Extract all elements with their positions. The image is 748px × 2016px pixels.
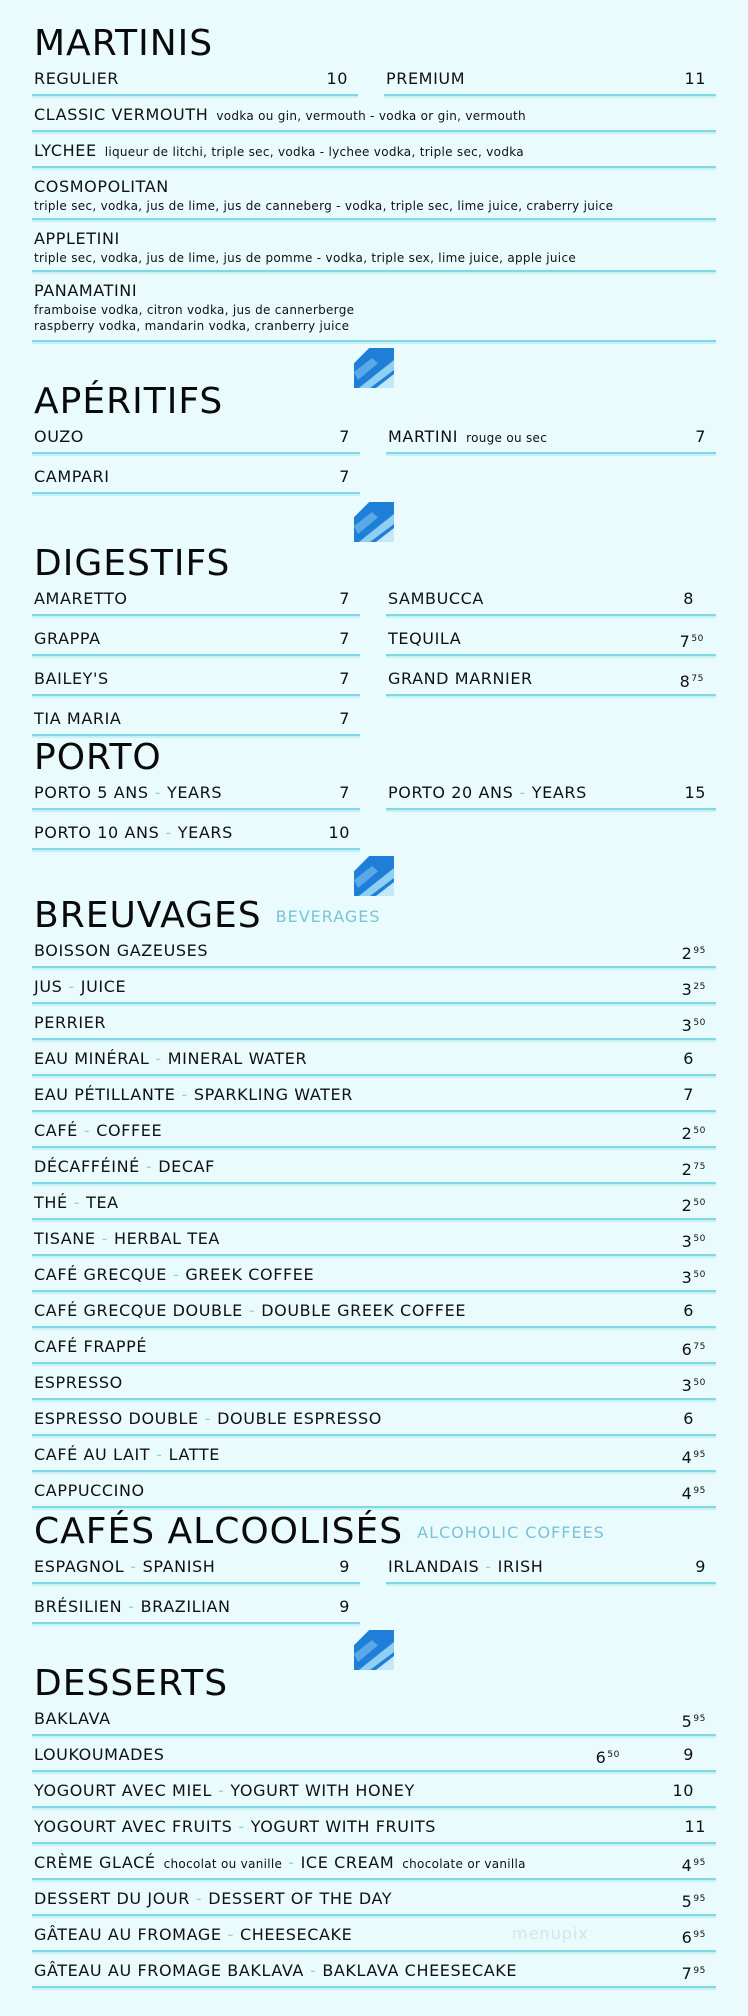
separator: - — [309, 1961, 317, 1980]
section-title-martinis — [34, 24, 213, 64]
logo-icon — [354, 856, 394, 896]
item-price: 7 — [695, 427, 706, 446]
item-price: 4 — [681, 1448, 693, 1467]
menu-item-baklava — [32, 1702, 716, 1736]
item-price: 6 — [683, 1301, 694, 1320]
separator: - — [248, 1301, 256, 1320]
menu-item-tequila — [386, 622, 716, 656]
item-name: REGULIER — [34, 69, 119, 88]
item-price-cents: 95 — [693, 1486, 706, 1496]
menu-item-classic-vermouth — [32, 98, 716, 132]
item-price: 2 — [681, 1160, 693, 1179]
menu-item-loukoumades — [32, 1738, 716, 1772]
item-description: vodka ou gin, vermouth - vodka or gin, vermouth — [216, 109, 526, 123]
item-name-en: GREEK COFFEE — [185, 1265, 315, 1284]
item-price-cents: 95 — [693, 1966, 706, 1976]
item-name-en: YEARS — [177, 823, 233, 842]
item-description-fr: chocolat ou vanille — [163, 1857, 283, 1871]
item-price-cents: 25 — [693, 982, 706, 992]
item-name: LYCHEE — [34, 141, 97, 160]
item-price: 7 — [681, 1964, 693, 1983]
watermark: menupix — [512, 1924, 589, 1943]
item-name: MARTINI — [388, 427, 459, 446]
menu-item-sambucca — [386, 582, 716, 616]
item-price: 7 — [339, 589, 350, 608]
item-price: 4 — [681, 1484, 693, 1503]
item-name-fr: PERRIER — [34, 1013, 107, 1032]
item-price: 5 — [681, 1892, 693, 1911]
separator: - — [156, 1445, 163, 1464]
item-price-small: 6 — [595, 1748, 607, 1767]
section-subtitle: ALCOHOLIC COFFEES — [417, 1523, 605, 1542]
item-name: PREMIUM — [386, 69, 466, 88]
section-title-porto — [34, 738, 162, 778]
item-description: liqueur de litchi, triple sec, vodka - lychee vodka, triple sec, vodka — [104, 145, 524, 159]
separator: - — [204, 1409, 212, 1428]
item-price: 6 — [681, 1928, 693, 1947]
separator: - — [128, 1597, 135, 1616]
item-name: TEQUILA — [388, 629, 462, 648]
martinis-title-text: MARTINIS — [34, 23, 214, 64]
menu-item-grappa — [32, 622, 360, 656]
item-name: TIA MARIA — [34, 709, 122, 728]
menu-item-beverage — [32, 1402, 716, 1436]
menu-item-tia-maria — [32, 702, 360, 736]
item-name-fr: YOGOURT AVEC MIEL — [34, 1781, 212, 1800]
item-description: raspberry vodka, mandarin vodka, cranberry juice — [34, 319, 350, 333]
separator: - — [195, 1889, 203, 1908]
item-price: 10 — [328, 823, 350, 842]
item-price: 3 — [681, 1232, 693, 1251]
item-name-en: JUICE — [80, 977, 127, 996]
item-name-en: SPANISH — [142, 1557, 216, 1576]
menu-item-premium — [384, 62, 716, 96]
aperitifs-title-text: APÉRITIFS — [34, 381, 224, 422]
item-name-fr: CAFÉ — [34, 1121, 78, 1140]
item-name-en: YEARS — [166, 783, 223, 802]
item-name-en: BRAZILIAN — [140, 1597, 231, 1616]
menu-item-cosmopolitan — [32, 170, 716, 220]
menu-item-baileys — [32, 662, 360, 696]
item-price: 10 — [326, 69, 348, 88]
menu-item-beverage — [32, 1042, 716, 1076]
item-price-cents: 95 — [693, 1894, 706, 1904]
item-name-en: HERBAL TEA — [113, 1229, 220, 1248]
item-name-en: DOUBLE ESPRESSO — [217, 1409, 382, 1428]
item-name-en: CHEESECAKE — [239, 1925, 353, 1944]
item-name-en: IRISH — [497, 1557, 544, 1576]
item-price: 11 — [684, 1817, 706, 1836]
item-price: 9 — [339, 1597, 350, 1616]
item-name-en: YEARS — [531, 783, 587, 802]
item-name: CLASSIC VERMOUTH — [34, 105, 209, 124]
item-description: triple sec, vodka, jus de lime, jus de canneberg - vodka, triple sec, lime juice, craberry juice — [34, 199, 614, 213]
item-description: framboise vodka, citron vodka, jus de cannerberge — [34, 303, 355, 317]
item-price-cents: 95 — [693, 1450, 706, 1460]
item-name: AMARETTO — [34, 589, 128, 608]
item-name-fr: GÂTEAU AU FROMAGE BAKLAVA — [34, 1961, 304, 1980]
item-name-fr: GÂTEAU AU FROMAGE — [34, 1925, 222, 1944]
item-price: 6 — [683, 1409, 694, 1428]
separator: - — [155, 1049, 162, 1068]
item-price-cents: 95 — [693, 1930, 706, 1940]
item-name-fr: DÉCAFFÉINÉ — [34, 1157, 140, 1176]
menu-item-appletini — [32, 222, 716, 272]
item-price: 11 — [684, 69, 706, 88]
digestifs-title-text: DIGESTIFS — [34, 543, 231, 584]
item-name-fr: CRÈME GLACÉ — [34, 1853, 156, 1872]
item-price: 9 — [339, 1557, 350, 1576]
menu-item-beverage — [32, 970, 716, 1004]
item-name-fr: CAFÉ FRAPPÉ — [34, 1337, 148, 1356]
item-name-en: YOGURT WITH HONEY — [230, 1781, 415, 1800]
item-price: 10 — [672, 1781, 694, 1800]
menu-item-beverage — [32, 1474, 716, 1508]
item-price: 8 — [679, 672, 691, 691]
item-price-cents: 50 — [693, 1198, 706, 1208]
logo-icon — [354, 502, 394, 542]
item-name: BAKLAVA — [34, 1709, 111, 1728]
item-price: 3 — [681, 1268, 693, 1287]
menu-item-irlandais — [386, 1550, 716, 1584]
item-name: GRAPPA — [34, 629, 101, 648]
item-name-fr: ESPRESSO DOUBLE — [34, 1409, 199, 1428]
item-name-fr: IRLANDAIS — [388, 1557, 480, 1576]
menu-item-gateau-baklava — [32, 1954, 716, 1988]
item-name-en: DECAF — [158, 1157, 215, 1176]
item-name: PANAMATINI — [34, 281, 138, 300]
item-name-fr: PORTO 20 ANS — [388, 783, 514, 802]
item-name-fr: BOISSON GAZEUSES — [34, 941, 209, 960]
cafes-alcoolises-title-text: CAFÉS ALCOOLISÉS — [34, 1511, 404, 1552]
separator: - — [165, 823, 172, 842]
item-name-fr: DESSERT DU JOUR — [34, 1889, 190, 1908]
menu-item-beverage — [32, 1258, 716, 1292]
item-price-cents: 50 — [691, 634, 704, 644]
item-price-cents: 75 — [691, 674, 704, 684]
separator: - — [73, 1193, 81, 1212]
separator: - — [101, 1229, 108, 1248]
item-name: GRAND MARNIER — [388, 669, 533, 688]
menu-item-beverage — [32, 1294, 716, 1328]
item-name-en: DESSERT OF THE DAY — [208, 1889, 393, 1908]
desserts-title-text: DESSERTS — [34, 1663, 229, 1704]
logo-icon — [354, 348, 394, 388]
item-name: SAMBUCCA — [388, 589, 484, 608]
menu-item-grand-marnier — [386, 662, 716, 696]
item-price: 2 — [681, 1124, 693, 1143]
menu-item-beverage — [32, 1114, 716, 1148]
item-name-en: ICE CREAM — [300, 1853, 395, 1872]
menu-item-regulier — [32, 62, 358, 96]
item-description-en: chocolate or vanilla — [402, 1857, 526, 1871]
item-name-en: BAKLAVA CHEESECAKE — [322, 1961, 518, 1980]
item-price-cents: 75 — [693, 1342, 706, 1352]
menu-item-panamatini — [32, 274, 716, 342]
section-title-desserts — [34, 1664, 228, 1704]
menu-item-gateau-fromage — [32, 1918, 716, 1952]
item-price-cents: 50 — [693, 1126, 706, 1136]
item-price: 7 — [339, 783, 350, 802]
menu-item-beverage — [32, 1186, 716, 1220]
item-name-fr: EAU PÉTILLANTE — [34, 1085, 176, 1104]
item-name: LOUKOUMADES — [34, 1745, 165, 1764]
menu-item-beverage — [32, 1330, 716, 1364]
item-name-fr: YOGOURT AVEC FRUITS — [34, 1817, 233, 1836]
item-price: 7 — [339, 427, 350, 446]
menu-item-beverage — [32, 1078, 716, 1112]
item-price: 2 — [681, 944, 693, 963]
item-name: APPLETINI — [34, 229, 120, 248]
menu-item-porto-5 — [32, 776, 360, 810]
item-price-cents: 50 — [693, 1018, 706, 1028]
item-price-cents: 50 — [693, 1378, 706, 1388]
item-price: 7 — [339, 467, 350, 486]
item-price: 3 — [681, 980, 693, 999]
separator: - — [145, 1157, 153, 1176]
item-price: 15 — [684, 783, 706, 802]
item-name-fr: THÉ — [34, 1193, 68, 1212]
item-price-cents: 95 — [693, 1714, 706, 1724]
menu-item-beverage — [32, 1222, 716, 1256]
menu-item-beverage — [32, 1150, 716, 1184]
item-price: 8 — [683, 589, 694, 608]
item-name-fr: ESPRESSO — [34, 1373, 123, 1392]
item-description: triple sec, vodka, jus de lime, jus de pomme - vodka, triple sex, lime juice, apple juice — [34, 251, 577, 265]
section-subtitle: BEVERAGES — [275, 907, 381, 926]
item-name-fr: CAFÉ AU LAIT — [34, 1445, 151, 1464]
item-price: 6 — [681, 1340, 693, 1359]
menu-item-creme-glace: CRÈME GLACÉ chocolat ou vanille - ICE CREAM chocolate or vanilla $4^{95}$ — [32, 1846, 716, 1880]
item-price: 6 — [683, 1049, 694, 1068]
separator: - — [181, 1085, 188, 1104]
item-price-cents: 50 — [693, 1234, 706, 1244]
menu-item-yogourt-miel — [32, 1774, 716, 1808]
item-price: 7 — [679, 632, 691, 651]
separator: - — [154, 783, 161, 802]
item-name: OUZO — [34, 427, 84, 446]
separator: - — [238, 1817, 245, 1836]
item-name-en: TEA — [86, 1193, 119, 1212]
menu-item-bresilien — [32, 1590, 360, 1624]
section-title-cafes-alcoolises — [34, 1512, 605, 1553]
separator: - — [519, 783, 526, 802]
menu-item-martini — [386, 420, 716, 454]
breuvages-title-text: BREUVAGES — [34, 895, 262, 936]
item-name-en: YOGURT WITH FRUITS — [250, 1817, 437, 1836]
item-name-fr: EAU MINÉRAL — [34, 1049, 150, 1068]
item-price-small-cents: 50 — [607, 1750, 620, 1760]
item-name-fr: CAPPUCCINO — [34, 1481, 145, 1500]
item-description: rouge ou sec — [466, 431, 548, 445]
item-name-fr: CAFÉ GRECQUE — [34, 1265, 167, 1284]
item-name-fr: JUS — [34, 977, 63, 996]
item-price-cents: 50 — [693, 1270, 706, 1280]
item-price: 7 — [683, 1085, 694, 1104]
item-price-cents: 75 — [693, 1162, 706, 1172]
menu-item-beverage — [32, 934, 716, 968]
item-name-en: DOUBLE GREEK COFFEE — [261, 1301, 467, 1320]
menu-item-dessert-du-jour — [32, 1882, 716, 1916]
item-price: 2 — [681, 1196, 693, 1215]
item-name-en: MINERAL WATER — [167, 1049, 308, 1068]
item-price: 3 — [681, 1016, 693, 1035]
separator: - — [218, 1781, 225, 1800]
item-name-fr: ESPAGNOL — [34, 1557, 125, 1576]
logo-icon — [354, 1630, 394, 1670]
item-name-fr: PORTO 10 ANS — [34, 823, 160, 842]
item-name-fr: BRÉSILIEN — [34, 1597, 123, 1616]
menu-item-yogourt-fruits — [32, 1810, 716, 1844]
separator: - — [485, 1557, 492, 1576]
item-name-fr: TISANE — [34, 1229, 96, 1248]
separator: - — [172, 1265, 180, 1284]
item-price: 5 — [681, 1712, 693, 1731]
menu-item-campari — [32, 460, 360, 494]
menu-item-amaretto — [32, 582, 360, 616]
separator: - — [68, 977, 75, 996]
item-name: COSMOPOLITAN — [34, 177, 169, 196]
item-price: 9 — [695, 1557, 706, 1576]
item-name-en: COFFEE — [96, 1121, 163, 1140]
item-name-en: LATTE — [168, 1445, 220, 1464]
item-price: 9 — [683, 1745, 694, 1764]
menu-item-beverage — [32, 1006, 716, 1040]
menu-item-porto-20 — [386, 776, 716, 810]
menu-item-beverage — [32, 1438, 716, 1472]
item-name-fr: CAFÉ GRECQUE DOUBLE — [34, 1301, 243, 1320]
menu-item-ouzo — [32, 420, 360, 454]
item-name: CAMPARI — [34, 467, 110, 486]
menu-item-lychee — [32, 134, 716, 168]
item-price: 3 — [681, 1376, 693, 1395]
porto-title-text: PORTO — [34, 737, 162, 778]
separator: - — [227, 1925, 234, 1944]
section-title-breuvages — [34, 896, 381, 937]
item-name-en: SPARKLING WATER — [193, 1085, 353, 1104]
item-price: 4 — [681, 1856, 693, 1875]
section-title-aperitifs — [34, 382, 223, 422]
item-price-cents: 95 — [693, 1858, 706, 1868]
separator: - — [83, 1121, 91, 1140]
item-price: 7 — [339, 669, 350, 688]
separator: - — [130, 1557, 137, 1576]
menu-item-porto-10 — [32, 816, 360, 850]
item-name: BAILEY'S — [34, 669, 109, 688]
item-price: 7 — [339, 629, 350, 648]
menu-item-beverage — [32, 1366, 716, 1400]
item-price-cents: 95 — [693, 946, 706, 956]
section-title-digestifs — [34, 544, 230, 584]
item-name-fr: PORTO 5 ANS — [34, 783, 149, 802]
item-price: 7 — [339, 709, 350, 728]
menu-item-espagnol — [32, 1550, 360, 1584]
